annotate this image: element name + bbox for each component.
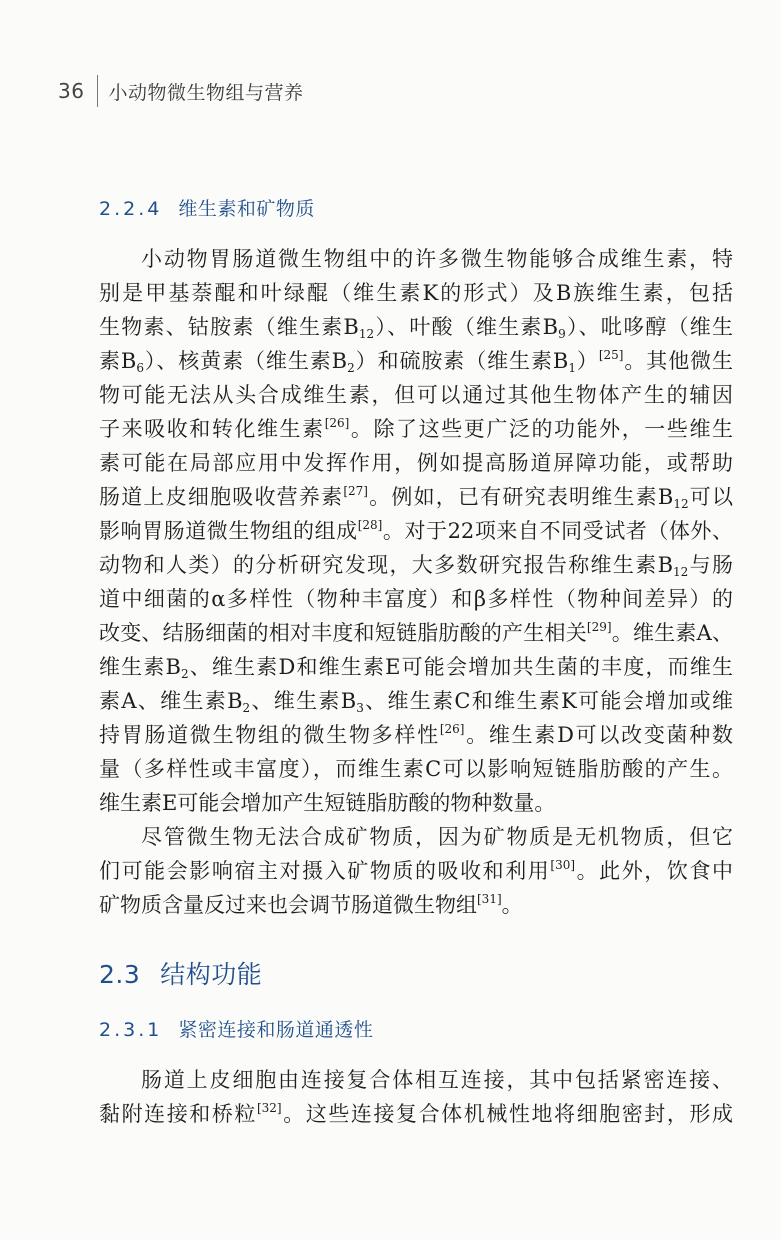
text-line: 素$B_6$）、核黄素（维生素$B_2$）和硫胺素（维生素$B_1)[25]$。其他微生 <box>99 348 734 375</box>
book-title: 小动物微生物组与营养 <box>108 81 304 104</box>
section-title: 维生素和矿物质 <box>178 198 315 220</box>
text-line: 素A、维生素$B_2$、维生素$B_3$、维生素C和维生素K可能会增加或维 <box>99 689 733 715</box>
text-line: 肠道上皮细胞由连接复合体相互连接，其中包括紧密连接、 <box>141 1068 733 1092</box>
text-line: 肠道上皮细胞吸收营养素[27]。例如，已有研究表明维生素$B_{12}$可以 <box>99 484 734 511</box>
section-number: 2.3.1 <box>99 1019 163 1041</box>
text-line: 别是甲基萘醌和叶绿醌（维生素K的形式）及B族维生素，包括 <box>99 281 733 305</box>
text-line: 物可能无法从头合成维生素，但可以通过其他生物体产生的辅因 <box>99 383 733 407</box>
citation: [32] <box>256 1101 282 1115</box>
text-line: 影响胃肠道微生物组的组成[28]。对于22项来自不同受试者（体外、 <box>99 518 733 543</box>
citation: [28] <box>357 518 383 532</box>
section-number: 2.3 <box>99 960 141 989</box>
text-line: 动物和人类）的分析研究发现，大多数研究报告称维生素$B_{12}$与肠 <box>99 553 733 579</box>
citation: [26] <box>439 722 465 736</box>
text-line: 矿物质含量反过来也会调节肠道微生物组[31]。 <box>99 892 523 917</box>
section-heading-2-3 <box>99 955 262 991</box>
citation: [27] <box>343 484 368 498</box>
section-title: 结构功能 <box>160 960 263 989</box>
header-divider <box>97 75 98 107</box>
text-line: 维生素$B_2$、维生素D和维生素E可能会增加共生菌的丰度，而维生 <box>99 655 733 681</box>
section-title: 紧密连接和肠道通透性 <box>178 1019 374 1041</box>
citation: [26] <box>324 416 350 430</box>
section-heading-2-3-1 <box>99 1015 373 1042</box>
section-number: 2.2.4 <box>99 198 163 220</box>
text-line: 小动物胃肠道微生物组中的许多微生物能够合成维生素，特 <box>141 247 733 271</box>
text-line: 持胃肠道微生物组的微生物多样性[26]。维生素D可以改变菌种数 <box>99 722 733 747</box>
running-header <box>58 74 303 108</box>
text-line: 黏附连接和桥粒[32]。这些连接复合体机械性地将细胞密封，形成 <box>99 1101 734 1126</box>
text-line: 维生素E可能会增加产生短链脂肪酸的物种数量。 <box>99 791 556 815</box>
citation: [29] <box>586 620 612 634</box>
section-heading-2-2-4 <box>99 194 315 221</box>
text-line: 改变、结肠细菌的相对丰度和短链脂肪酸的产生相关[29]。维生素A、 <box>99 620 733 645</box>
text-line: 道中细菌的α多样性（物种丰富度）和β多样性（物种间差异）的 <box>99 587 733 611</box>
text-line: 尽管微生物无法合成矿物质，因为矿物质是无机物质，但它 <box>141 825 733 849</box>
citation: [30] <box>550 858 576 872</box>
citation: [31] <box>477 892 502 906</box>
text-line: 生物素、钴胺素（维生素$B_{12}$）、叶酸（维生素$B_9$）、吡哆醇（维生 <box>99 315 734 341</box>
text-line: 子来吸收和转化维生素[26]。除了这些更广泛的功能外，一些维生 <box>99 416 734 441</box>
text-line: 量（多样性或丰富度），而维生素C可以影响短链脂肪酸的产生。 <box>99 757 733 781</box>
text-line: 素可能在局部应用中发挥作用，例如提高肠道屏障功能，或帮助 <box>99 451 733 475</box>
page-number: 36 <box>58 79 85 103</box>
citation: [25] <box>598 348 624 362</box>
text-line: 们可能会影响宿主对摄入矿物质的吸收和利用[30]。此外，饮食中 <box>99 858 734 883</box>
